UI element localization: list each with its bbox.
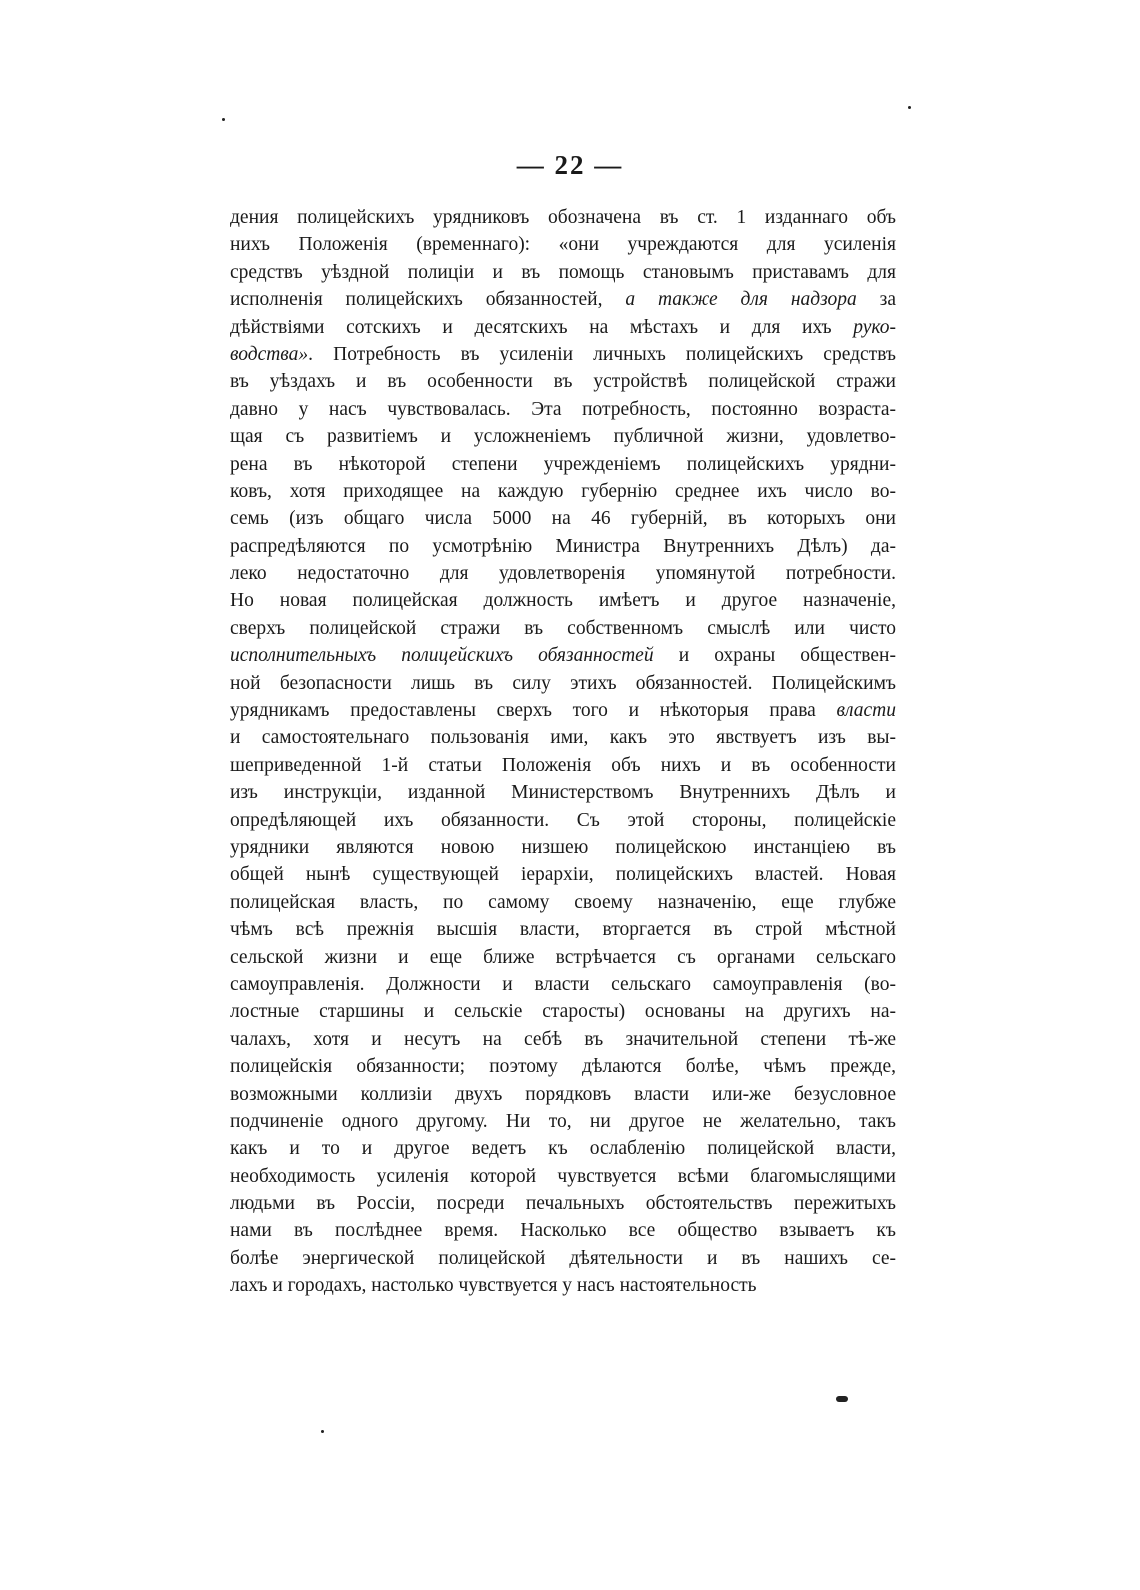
text-line xyxy=(230,670,896,697)
text-segment: самоуправленія. Должности и власти сельскаго самоуправленія (во- xyxy=(230,973,896,995)
text-segment: леко недостаточно для удовлетворенія упомянутой потребности. xyxy=(230,563,896,585)
text-segment: давно у насъ чувствовалась. Эта потребность, постоянно возраста- xyxy=(230,398,896,420)
text-segment: урядники являются новою низшею полицейскою инстанціею въ xyxy=(230,836,896,858)
text-line xyxy=(230,1163,896,1190)
text-line xyxy=(230,889,896,916)
text-line xyxy=(230,807,896,834)
text-line xyxy=(230,259,896,286)
text-line xyxy=(230,231,896,258)
text-line xyxy=(230,396,896,423)
text-segment: нами въ послѣднее время. Насколько все общество взываетъ къ xyxy=(230,1220,896,1242)
text-segment: за xyxy=(856,289,896,311)
text-line xyxy=(230,1272,896,1299)
text-segment: необходимость усиленія которой чувствуется всѣми благомыслящими xyxy=(230,1165,896,1187)
text-segment: какъ и то и другое ведетъ къ ослабленію полицейской власти, xyxy=(230,1138,896,1160)
text-segment: лостные старшины и сельскіе старосты) основаны на другихъ на- xyxy=(230,1001,896,1023)
text-line xyxy=(230,916,896,943)
text-line xyxy=(230,368,896,395)
text-segment: сверхъ полицейской стражи въ собственномъ смыслѣ или чисто xyxy=(230,617,896,639)
text-line xyxy=(230,1081,896,1108)
text-line xyxy=(230,286,896,313)
text-segment: опредѣляющей ихъ обязанности. Съ этой стороны, полицейскіе xyxy=(230,809,896,831)
text-line xyxy=(230,642,896,669)
text-segment: . Потребность въ усиленіи личныхъ полицейскихъ средствъ xyxy=(308,343,896,365)
text-line xyxy=(230,1108,896,1135)
text-segment: рена въ нѣкоторой степени учрежденіемъ полицейскихъ урядни- xyxy=(230,453,896,475)
text-segment: и охраны обществен- xyxy=(653,645,896,667)
text-segment: ной безопасности лишь въ силу этихъ обязанностей. Полицейскимъ xyxy=(230,672,896,694)
italic-segment: исполнительныхъ полицейскихъ обязанностей xyxy=(230,645,654,667)
text-line xyxy=(230,1026,896,1053)
text-segment: изъ инструкціи, изданной Министерствомъ Внутреннихъ Дѣлъ и xyxy=(230,782,896,804)
text-segment: щая съ развитіемъ и усложненіемъ публичной жизни, удовлетво- xyxy=(230,426,896,448)
italic-segment: власти xyxy=(836,700,896,722)
text-line xyxy=(230,752,896,779)
text-segment: подчиненіе одного другому. Ни то, ни другое не желательно, такъ xyxy=(230,1110,896,1132)
italic-segment: а также для надзора xyxy=(625,289,857,311)
text-segment: дения полицейскихъ урядниковъ обозначена въ ст. 1 изданнаго объ xyxy=(230,207,896,228)
text-segment: лахъ и городахъ, настолько чувствуется у насъ настоятельность xyxy=(230,1275,757,1297)
text-segment: въ уѣздахъ и въ особенности въ устройствѣ полицейской стражи xyxy=(230,371,896,393)
text-segment: сельской жизни и еще ближе встрѣчается съ органами сельскаго xyxy=(230,946,896,968)
text-segment: средствъ уѣздной полиціи и въ помощь становымъ приставамъ для xyxy=(230,261,896,283)
text-line xyxy=(230,724,896,751)
body-text xyxy=(230,204,896,1300)
text-line xyxy=(230,1217,896,1244)
text-segment: распредѣляются по усмотрѣнію Министра Внутреннихъ Дѣлъ) да- xyxy=(230,535,896,557)
text-line xyxy=(230,834,896,861)
text-line xyxy=(230,533,896,560)
text-segment: дѣйствіями сотскихъ и десятскихъ на мѣстахъ и для ихъ xyxy=(230,316,854,338)
text-segment: шеприведенной 1-й статьи Положенія объ нихъ и въ особенности xyxy=(230,754,896,776)
text-line xyxy=(230,1190,896,1217)
text-line xyxy=(230,998,896,1025)
text-line xyxy=(230,341,896,368)
italic-segment: руко- xyxy=(853,316,896,338)
text-line xyxy=(230,560,896,587)
text-segment: урядникамъ предоставлены сверхъ того и нѣкоторыя права xyxy=(230,700,837,722)
text-line xyxy=(230,861,896,888)
text-segment: общей нынѣ существующей іерархіи, полицейскихъ властей. Новая xyxy=(230,864,896,886)
text-segment: чѣмъ всѣ прежнія высшія власти, вторгается въ строй мѣстной xyxy=(230,919,896,941)
text-line xyxy=(230,615,896,642)
text-segment: исполненія полицейскихъ обязанностей, xyxy=(230,289,626,311)
print-speck xyxy=(321,1430,324,1433)
text-line xyxy=(230,478,896,505)
text-segment: людьми въ Россіи, посреди печальныхъ обстоятельствъ пережитыхъ xyxy=(230,1193,896,1215)
text-line xyxy=(230,423,896,450)
text-segment: чалахъ, хотя и несутъ на себѣ въ значительной степени тѣ-же xyxy=(230,1028,896,1050)
print-speck xyxy=(222,118,225,121)
text-line xyxy=(230,779,896,806)
text-segment: полицейская власть, по самому своему назначенію, еще глубже xyxy=(230,891,896,913)
text-line xyxy=(230,1135,896,1162)
text-segment: Но новая полицейская должность имѣетъ и другое назначеніе, xyxy=(230,590,896,612)
text-segment: нихъ Положенія (временнаго): «они учреждаются для усиленія xyxy=(230,234,896,256)
text-line xyxy=(230,314,896,341)
text-line xyxy=(230,587,896,614)
page-number: — 22 — xyxy=(516,150,624,180)
text-line xyxy=(230,971,896,998)
text-segment: возможными коллизіи двухъ порядковъ власти или-же безусловное xyxy=(230,1083,896,1105)
text-line xyxy=(230,204,896,231)
text-line xyxy=(230,505,896,532)
italic-segment: водства» xyxy=(230,343,309,365)
text-segment: полицейскія обязанности; поэтому дѣлаются болѣе, чѣмъ прежде, xyxy=(230,1056,896,1078)
print-speck xyxy=(908,106,911,109)
text-line xyxy=(230,1053,896,1080)
text-segment: и самостоятельнаго пользованія ими, какъ это явствуетъ изъ вы- xyxy=(230,727,896,749)
text-line xyxy=(230,1245,896,1272)
text-line xyxy=(230,451,896,478)
text-segment: ковъ, хотя приходящее на каждую губернію среднее ихъ число во- xyxy=(230,480,896,502)
text-line xyxy=(230,697,896,724)
text-line xyxy=(230,944,896,971)
text-segment: болѣе энергической полицейской дѣятельности и въ нашихъ се- xyxy=(230,1247,896,1269)
print-speck xyxy=(836,1396,848,1402)
text-segment: семь (изъ общаго числа 5000 на 46 губерній, въ которыхъ они xyxy=(230,508,896,530)
